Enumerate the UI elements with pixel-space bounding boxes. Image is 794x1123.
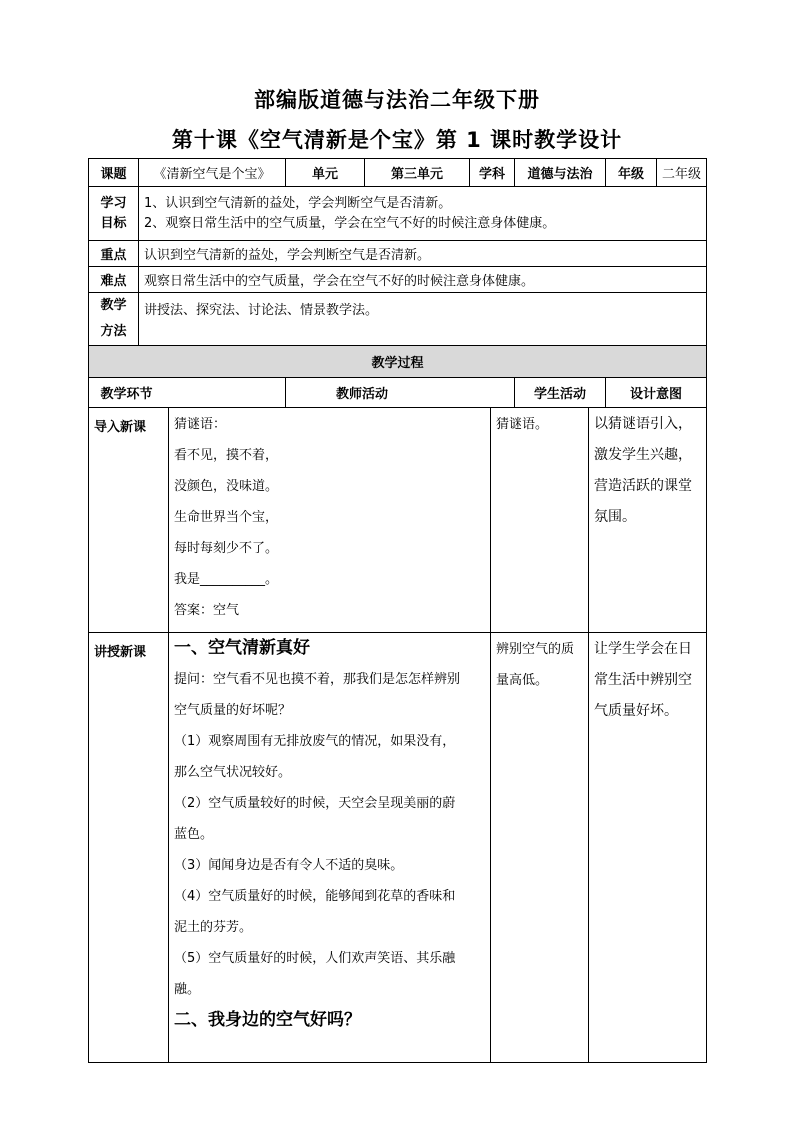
student-line: 量高低。 — [496, 673, 549, 688]
section-heading: 二、我身边的空气好吗？ — [174, 1010, 361, 1030]
teacher-line: （5）空气质量好的时候，人们欢声笑语、其乐融 — [174, 951, 456, 966]
teacher-line: （2）空气质量较好的时候，天空会呈现美丽的蔚 — [174, 796, 456, 811]
lesson-plan-table — [88, 158, 707, 408]
teacher-line: 猜谜语： — [174, 417, 227, 432]
process-header-row — [89, 346, 707, 378]
goals-label — [89, 187, 139, 241]
column-teacher: 教师活动 — [248, 378, 477, 408]
unit-value: 第三单元 — [365, 159, 470, 187]
method-label-line1: 教学 — [100, 298, 127, 313]
goals-text — [139, 187, 707, 241]
key-point-row — [89, 241, 707, 267]
grade-value: 二年级 — [657, 159, 707, 187]
teacher-line: 提问：空气看不见也摸不着，那我们是怎怎样辨别 — [174, 672, 461, 687]
teacher-line: 蓝色。 — [174, 827, 214, 842]
difficulty-label: 难点 — [89, 267, 139, 293]
teacher-line: （4）空气质量好的时候，能够闻到花草的香味和 — [174, 889, 456, 904]
intent-line: 让学生学会在日 — [594, 641, 692, 657]
topic-value: 《清新空气是个宝》 — [139, 159, 286, 187]
teacher-line: 融。 — [174, 982, 201, 997]
method-label-line2: 方法 — [100, 324, 127, 339]
goal-item: 1、认识到空气清新的益处，学会判断空气是否清新。 — [144, 195, 452, 211]
document-title: 部编版道德与法治二年级下册 — [254, 88, 540, 112]
goals-row — [89, 187, 707, 241]
student-activity-teaching — [491, 633, 589, 1063]
intent-teaching — [589, 633, 707, 1063]
stage-teaching: 讲授新课 — [89, 633, 169, 1063]
teacher-line: 看不见，摸不着， — [174, 448, 279, 463]
teacher-line: 每时每刻少不了。 — [174, 541, 279, 556]
goal-item: 2、观察日常生活中的空气质量，学会在空气不好的时候注意身体健康。 — [144, 215, 556, 231]
grade-label: 年级 — [606, 159, 657, 187]
intent-line: 营造活跃的课堂 — [594, 478, 692, 494]
teacher-line: （3）闻闻身边是否有令人不适的臭味。 — [174, 858, 404, 873]
process-columns-row — [89, 378, 707, 408]
section-heading: 一、空气清新真好 — [174, 638, 310, 658]
process-row-intro — [89, 408, 707, 633]
column-intent: 设计意图 — [606, 378, 707, 408]
teacher-line: 没颜色，没味道。 — [174, 479, 279, 494]
lesson-title: 第十课《空气清新是个宝》第 1 课时教学设计 — [171, 128, 623, 152]
student-activity-intro — [491, 408, 589, 633]
intent-line: 以猜谜语引入， — [594, 416, 692, 432]
subject-label: 学科 — [470, 159, 515, 187]
method-row — [89, 293, 707, 346]
topic-label: 课题 — [89, 159, 139, 187]
intent-line: 气质量好坏。 — [594, 703, 678, 719]
teacher-line: 空气质量的好坏呢？ — [174, 703, 292, 718]
difficulty-text: 观察日常生活中的空气质量，学会在空气不好的时候注意身体健康。 — [139, 267, 707, 293]
teacher-line: 答案：空气 — [174, 603, 240, 618]
teacher-line: 生命世界当个宝， — [174, 510, 279, 525]
teacher-activity-teaching — [169, 633, 491, 1063]
goals-label-line1: 学习 — [100, 195, 127, 211]
teacher-activity-intro — [169, 408, 491, 633]
info-row — [89, 159, 707, 187]
process-row-teaching — [89, 633, 707, 1063]
column-stage-label: 教学环节 — [100, 387, 153, 402]
method-label — [89, 293, 139, 346]
goals-label-line2: 目标 — [100, 215, 127, 231]
key-point-label: 重点 — [89, 241, 139, 267]
intent-line: 激发学生兴趣， — [594, 447, 692, 463]
teacher-line: 泥土的芬芳。 — [174, 920, 253, 935]
unit-label: 单元 — [286, 159, 365, 187]
student-line: 辨别空气的质 — [496, 642, 575, 657]
key-point-text: 认识到空气清新的益处，学会判断空气是否清新。 — [139, 241, 707, 267]
subject-value: 道德与法治 — [515, 159, 606, 187]
teacher-line: 我是__________。 — [174, 572, 279, 587]
method-text: 讲授法、探究法、讨论法、情景教学法。 — [139, 293, 707, 346]
process-header: 教学过程 — [89, 346, 707, 378]
column-student: 学生活动 — [515, 378, 606, 408]
stage-intro: 导入新课 — [89, 408, 169, 633]
student-line: 猜谜语。 — [496, 417, 549, 432]
difficulty-row — [89, 267, 707, 293]
teacher-line: （1）观察周围有无排放废气的情况，如果没有， — [174, 734, 456, 749]
intent-intro — [589, 408, 707, 633]
process-table — [88, 407, 707, 1063]
intent-line: 常生活中辨别空 — [594, 672, 692, 688]
intent-line: 氛围。 — [594, 509, 636, 525]
teacher-line: 那么空气状况较好。 — [174, 765, 292, 780]
